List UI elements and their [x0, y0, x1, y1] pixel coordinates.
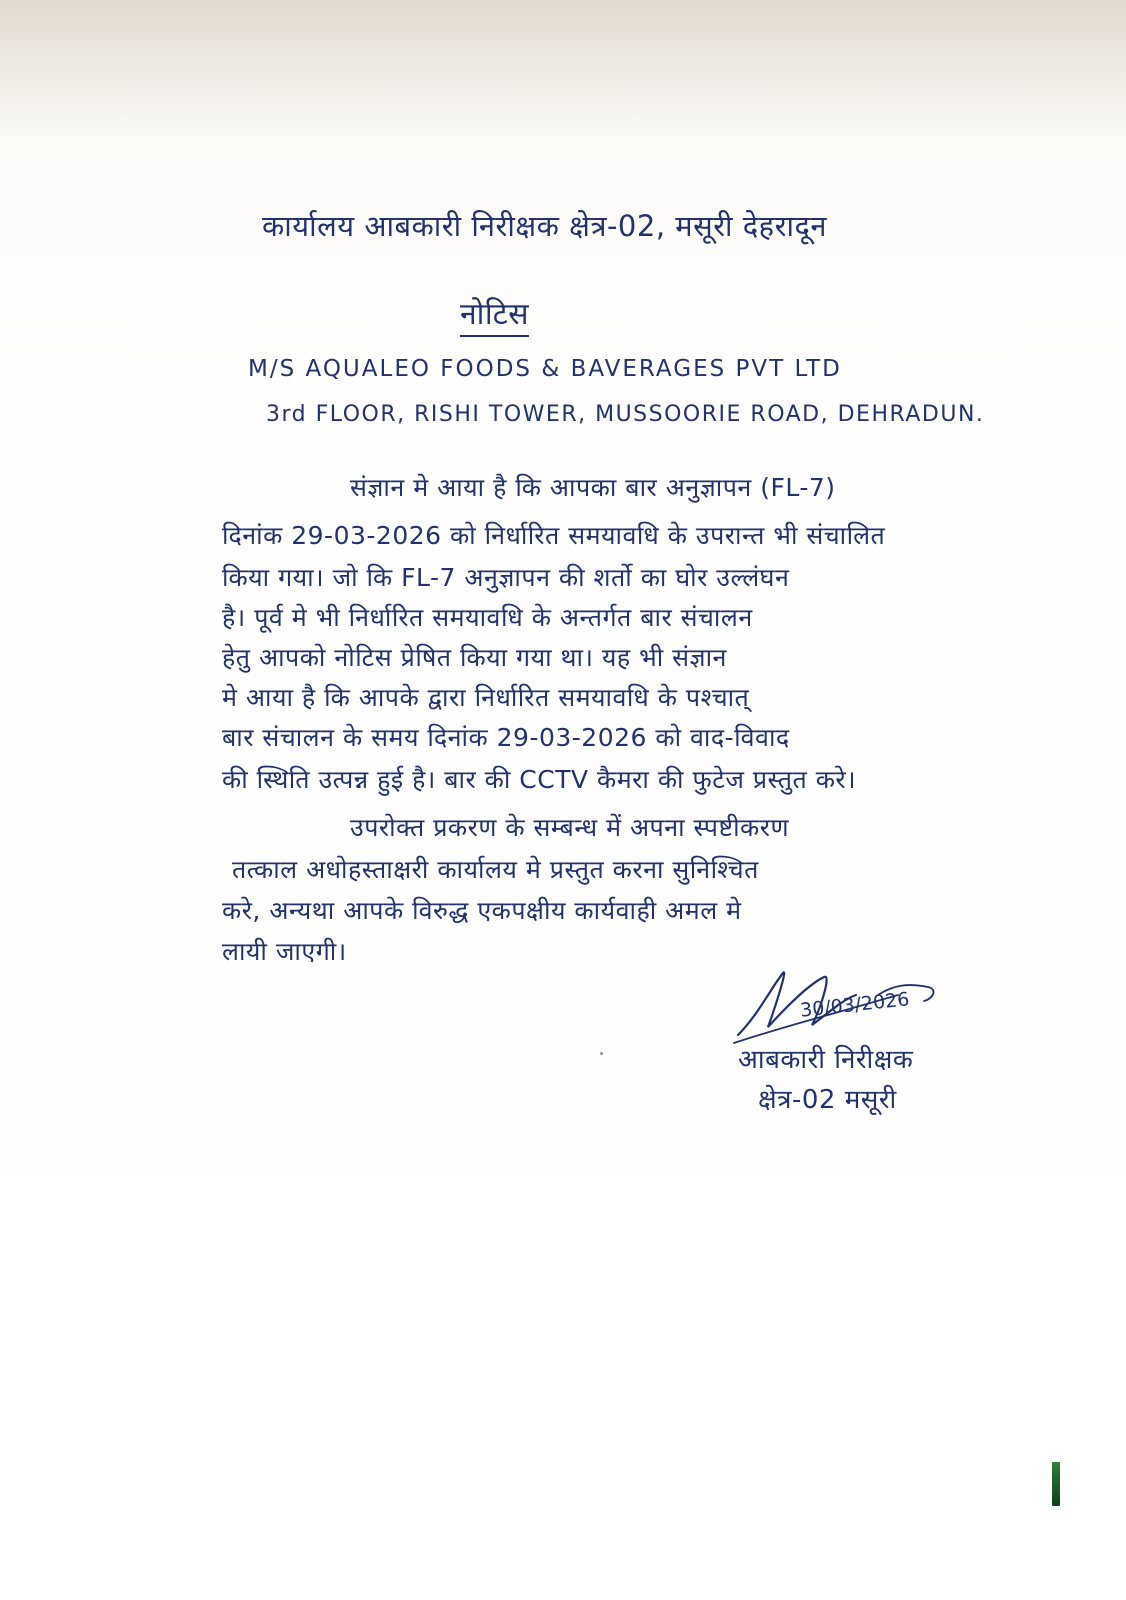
paragraph-1-line: है। पूर्व मे भी निर्धारित समयावधि के अन्तर्गत बार संचालन: [222, 603, 753, 632]
signatory-area: क्षेत्र-02 मसूरी: [758, 1085, 897, 1115]
addressee-address: 3rd FLOOR, RISHI TOWER, MUSSOORIE ROAD, DEHRADUN.: [266, 402, 985, 427]
paragraph-2-line: तत्काल अधोहस्ताक्षरी कार्यालय मे प्रस्तुत करना सुनिश्चित: [232, 855, 759, 884]
signatory-designation: आबकारी निरीक्षक: [738, 1045, 914, 1075]
signature-date: 30/03/2026: [799, 988, 911, 1022]
notice-title: नोटिस: [460, 292, 529, 337]
paragraph-1-line: बार संचालन के समय दिनांक 29-03-2026 को वाद-विवाद: [222, 723, 790, 752]
paragraph-1-line: की स्थिति उत्पन्न हुई है। बार की CCTV कैमरा की फुटेज प्रस्तुत करे।: [222, 765, 857, 794]
office-header: कार्यालय आबकारी निरीक्षक क्षेत्र-02, मसूरी देहरादून: [262, 209, 827, 243]
addressee-name: M/S AQUALEO FOODS & BAVERAGES PVT LTD: [248, 356, 842, 382]
paragraph-1-line: किया गया। जो कि FL-7 अनुज्ञापन की शर्तो का घोर उल्लंघन: [222, 563, 790, 592]
paper-top-shadow: [0, 0, 1126, 140]
scan-edge-mark: [1052, 1462, 1060, 1506]
ink-speck: [600, 1052, 603, 1055]
paragraph-1-line: दिनांक 29-03-2026 को निर्धारित समयावधि के उपरान्त भी संचालित: [222, 521, 886, 550]
paragraph-1-line: संज्ञान मे आया है कि आपका बार अनुज्ञापन (FL-7): [350, 473, 836, 502]
paragraph-2-line: उपरोक्त प्रकरण के सम्बन्ध में अपना स्पष्टीकरण: [350, 813, 790, 842]
paragraph-2-line: करे, अन्यथा आपके विरुद्ध एकपक्षीय कार्यवाही अमल मे: [222, 896, 742, 925]
paragraph-1-line: हेतु आपको नोटिस प्रेषित किया गया था। यह भी संज्ञान: [222, 643, 727, 672]
paragraph-1-line: मे आया है कि आपके द्वारा निर्धारित समयावधि के पश्चात्: [222, 683, 750, 712]
paragraph-2-line: लायी जाएगी।: [222, 937, 347, 966]
